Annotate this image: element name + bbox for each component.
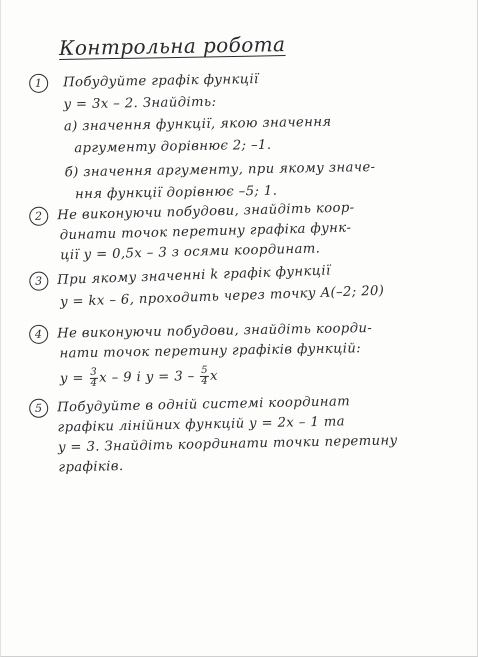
- task-line: y = 3. Знайдіть координати точки перетину: [57, 433, 398, 456]
- task-line: нати точок перетину графіків функцій:: [59, 341, 362, 362]
- page-title: Контрольна робота: [58, 32, 286, 60]
- task-number-badge: 1: [29, 74, 48, 93]
- formula-text: x – 9 і y = 3 –: [99, 369, 195, 386]
- task-line: б) значення аргументу, при якому значе-: [64, 159, 376, 181]
- task-number-badge: 5: [29, 399, 48, 418]
- task-line: Побудуйте графік функції: [63, 71, 259, 91]
- fraction-denominator: 4: [90, 377, 98, 389]
- task-line: графіки лінійних функцій y = 2x – 1 та: [57, 414, 346, 436]
- fraction-numerator: 3: [90, 366, 98, 378]
- task-line: Побудуйте в одній системі координат: [57, 394, 351, 416]
- task-line: динати точок перетину графіка функ-: [59, 220, 352, 244]
- task-line: аргументу дорівнює 2; –1.: [74, 137, 272, 157]
- task-4: [29, 317, 469, 389]
- fraction-denominator: 4: [201, 375, 209, 387]
- task-line: Не виконуючи побудови, знайдіть коорди-: [57, 321, 373, 342]
- task-4-formula: [60, 366, 218, 391]
- formula-text: x: [209, 368, 218, 384]
- task-5: [29, 390, 469, 476]
- task-line: Не виконуючи побудови, знайдіть коор-: [57, 200, 355, 224]
- task-line: y = kx – 6, проходить через точку A(–2; 20): [59, 283, 385, 310]
- task-line: ції y = 0,5x – 3 з осями координат.: [60, 241, 321, 264]
- task-number-badge: 3: [29, 271, 49, 291]
- task-1: [29, 66, 469, 203]
- formula-text: y =: [59, 371, 84, 387]
- fraction: [200, 366, 209, 387]
- task-line: y = 3x – 2. Знайдіть:: [63, 94, 217, 113]
- task-line: При якому значенні k графік функції: [57, 263, 331, 289]
- task-number-badge: 2: [29, 207, 48, 226]
- task-number-badge: 4: [29, 325, 48, 344]
- task-line: ння функції дорівнює –5; 1.: [74, 183, 278, 203]
- task-line: графіків.: [58, 459, 124, 476]
- fraction-numerator: 5: [201, 364, 209, 377]
- fraction: [89, 368, 98, 389]
- task-line: а) значення функції, якою значення: [63, 114, 332, 135]
